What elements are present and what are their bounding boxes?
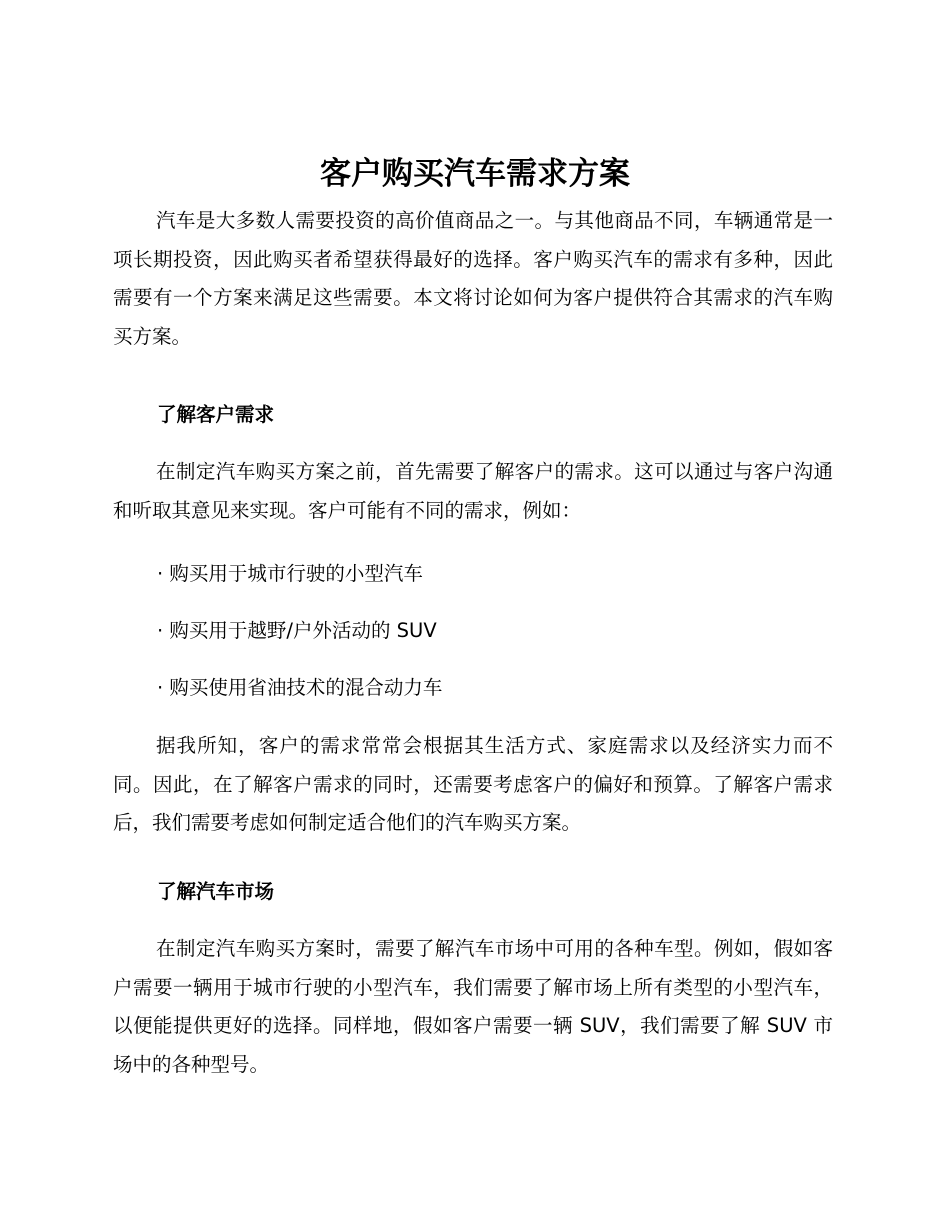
section-heading-customer-needs: 了解客户需求 <box>157 403 275 426</box>
document-title: 客户购买汽车需求方案 <box>320 156 630 192</box>
car-market-paragraph: 在制定汽车购买方案时，需要了解汽车市场中可用的各种车型。例如，假如客户需要一辆用于城市行驶的小型汽车，我们需要了解市场上所有类型的小型汽车，以便能提供更好的选择。同样地，假如客户需要一辆 SUV，我们需要了解 SUV 市场中的各种型号。 <box>113 937 833 1076</box>
list-item: · 购买用于城市行驶的小型汽车 <box>157 562 423 585</box>
section-heading-car-market: 了解汽车市场 <box>157 880 275 903</box>
customer-needs-paragraph: 在制定汽车购买方案之前，首先需要了解客户的需求。这可以通过与客户沟通和听取其意见来实现。客户可能有不同的需求，例如： <box>113 460 833 522</box>
list-item: · 购买用于越野/户外活动的 SUV <box>157 619 437 642</box>
customer-needs-summary-paragraph: 据我所知，客户的需求常常会根据其生活方式、家庭需求以及经济实力而不同。因此，在了解客户需求的同时，还需要考虑客户的偏好和预算。了解客户需求后，我们需要考虑如何制定适合他们的汽车购买方案。 <box>113 734 833 835</box>
list-item: · 购买使用省油技术的混合动力车 <box>157 676 443 699</box>
intro-paragraph: 汽车是大多数人需要投资的高价值商品之一。与其他商品不同，车辆通常是一项长期投资，因此购买者希望获得最好的选择。客户购买汽车的需求有多种，因此需要有一个方案来满足这些需要。本文将讨论如何为客户提供符合其需求的汽车购买方案。 <box>113 209 833 348</box>
